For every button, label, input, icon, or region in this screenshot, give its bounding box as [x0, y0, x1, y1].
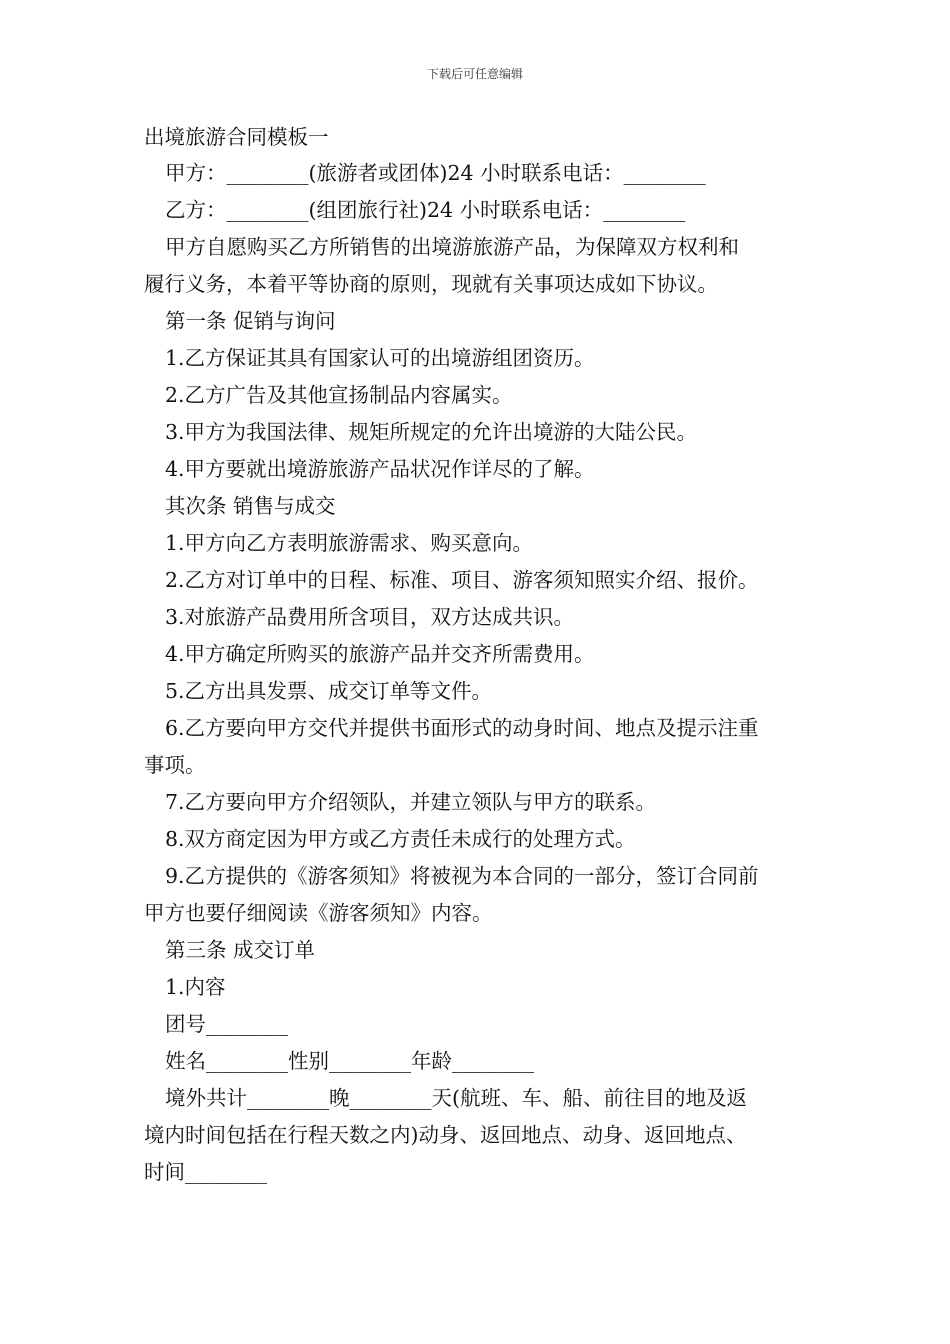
document-body	[144, 120, 816, 1191]
document-line: 境外共计________晚________天(航班、车、船、前往目的地及返	[165, 1086, 747, 1110]
document-line: 团号________	[165, 1012, 288, 1036]
document-line: 2.乙方对订单中的日程、标准、项目、游客须知照实介绍、报价。	[165, 568, 759, 592]
document-line: 7.乙方要向甲方介绍领队，并建立领队与甲方的联系。	[165, 790, 657, 814]
document-line: 3.甲方为我国法律、规矩所规定的允许出境游的大陆公民。	[165, 420, 698, 444]
document-line: 3.对旅游产品费用所含项目，双方达成共识。	[165, 605, 575, 629]
document-line: 境内时间包括在行程天数之内)动身、返回地点、动身、返回地点、	[144, 1123, 747, 1147]
document-line: 1.甲方向乙方表明旅游需求、购买意向。	[165, 531, 534, 555]
page-header-note: 下载后可任意编辑	[426, 67, 523, 81]
document-line: 其次条 销售与成交	[165, 494, 336, 518]
document-line: 乙方：________(组团旅行社)24 小时联系电话：________	[165, 198, 686, 222]
document-line: 4.甲方要就出境游旅游产品状况作详尽的了解。	[165, 457, 595, 481]
document-line: 8.双方商定因为甲方或乙方责任未成行的处理方式。	[165, 827, 636, 851]
document-line: 1.内容	[165, 975, 226, 999]
document-line: 第三条 成交订单	[165, 938, 316, 962]
document-line: 履行义务，本着平等协商的原则，现就有关事项达成如下协议。	[144, 272, 718, 296]
document-line: 9.乙方提供的《游客须知》将被视为本合同的一部分，签订合同前	[165, 864, 759, 888]
document-line: 5.乙方出具发票、成交订单等文件。	[165, 679, 493, 703]
document-line: 甲方：________(旅游者或团体)24 小时联系电话：________	[165, 161, 706, 185]
document-lines	[144, 155, 816, 1191]
document-line: 4.甲方确定所购买的旅游产品并交齐所需费用。	[165, 642, 595, 666]
document-line: 2.乙方广告及其他宣扬制品内容属实。	[165, 383, 513, 407]
document-line: 时间________	[144, 1160, 267, 1184]
document-line: 6.乙方要向甲方交代并提供书面形式的动身时间、地点及提示注重	[165, 716, 759, 740]
document-line: 1.乙方保证其具有国家认可的出境游组团资历。	[165, 346, 595, 370]
document-line: 第一条 促销与询问	[165, 309, 336, 333]
document-title: 出境旅游合同模板一	[144, 125, 329, 149]
document-line: 事项。	[144, 753, 206, 777]
document-line: 甲方自愿购买乙方所销售的出境游旅游产品，为保障双方权利和	[165, 235, 739, 259]
document-line: 甲方也要仔细阅读《游客须知》内容。	[144, 901, 493, 925]
document-line: 姓名________性别________年龄________	[165, 1049, 534, 1073]
